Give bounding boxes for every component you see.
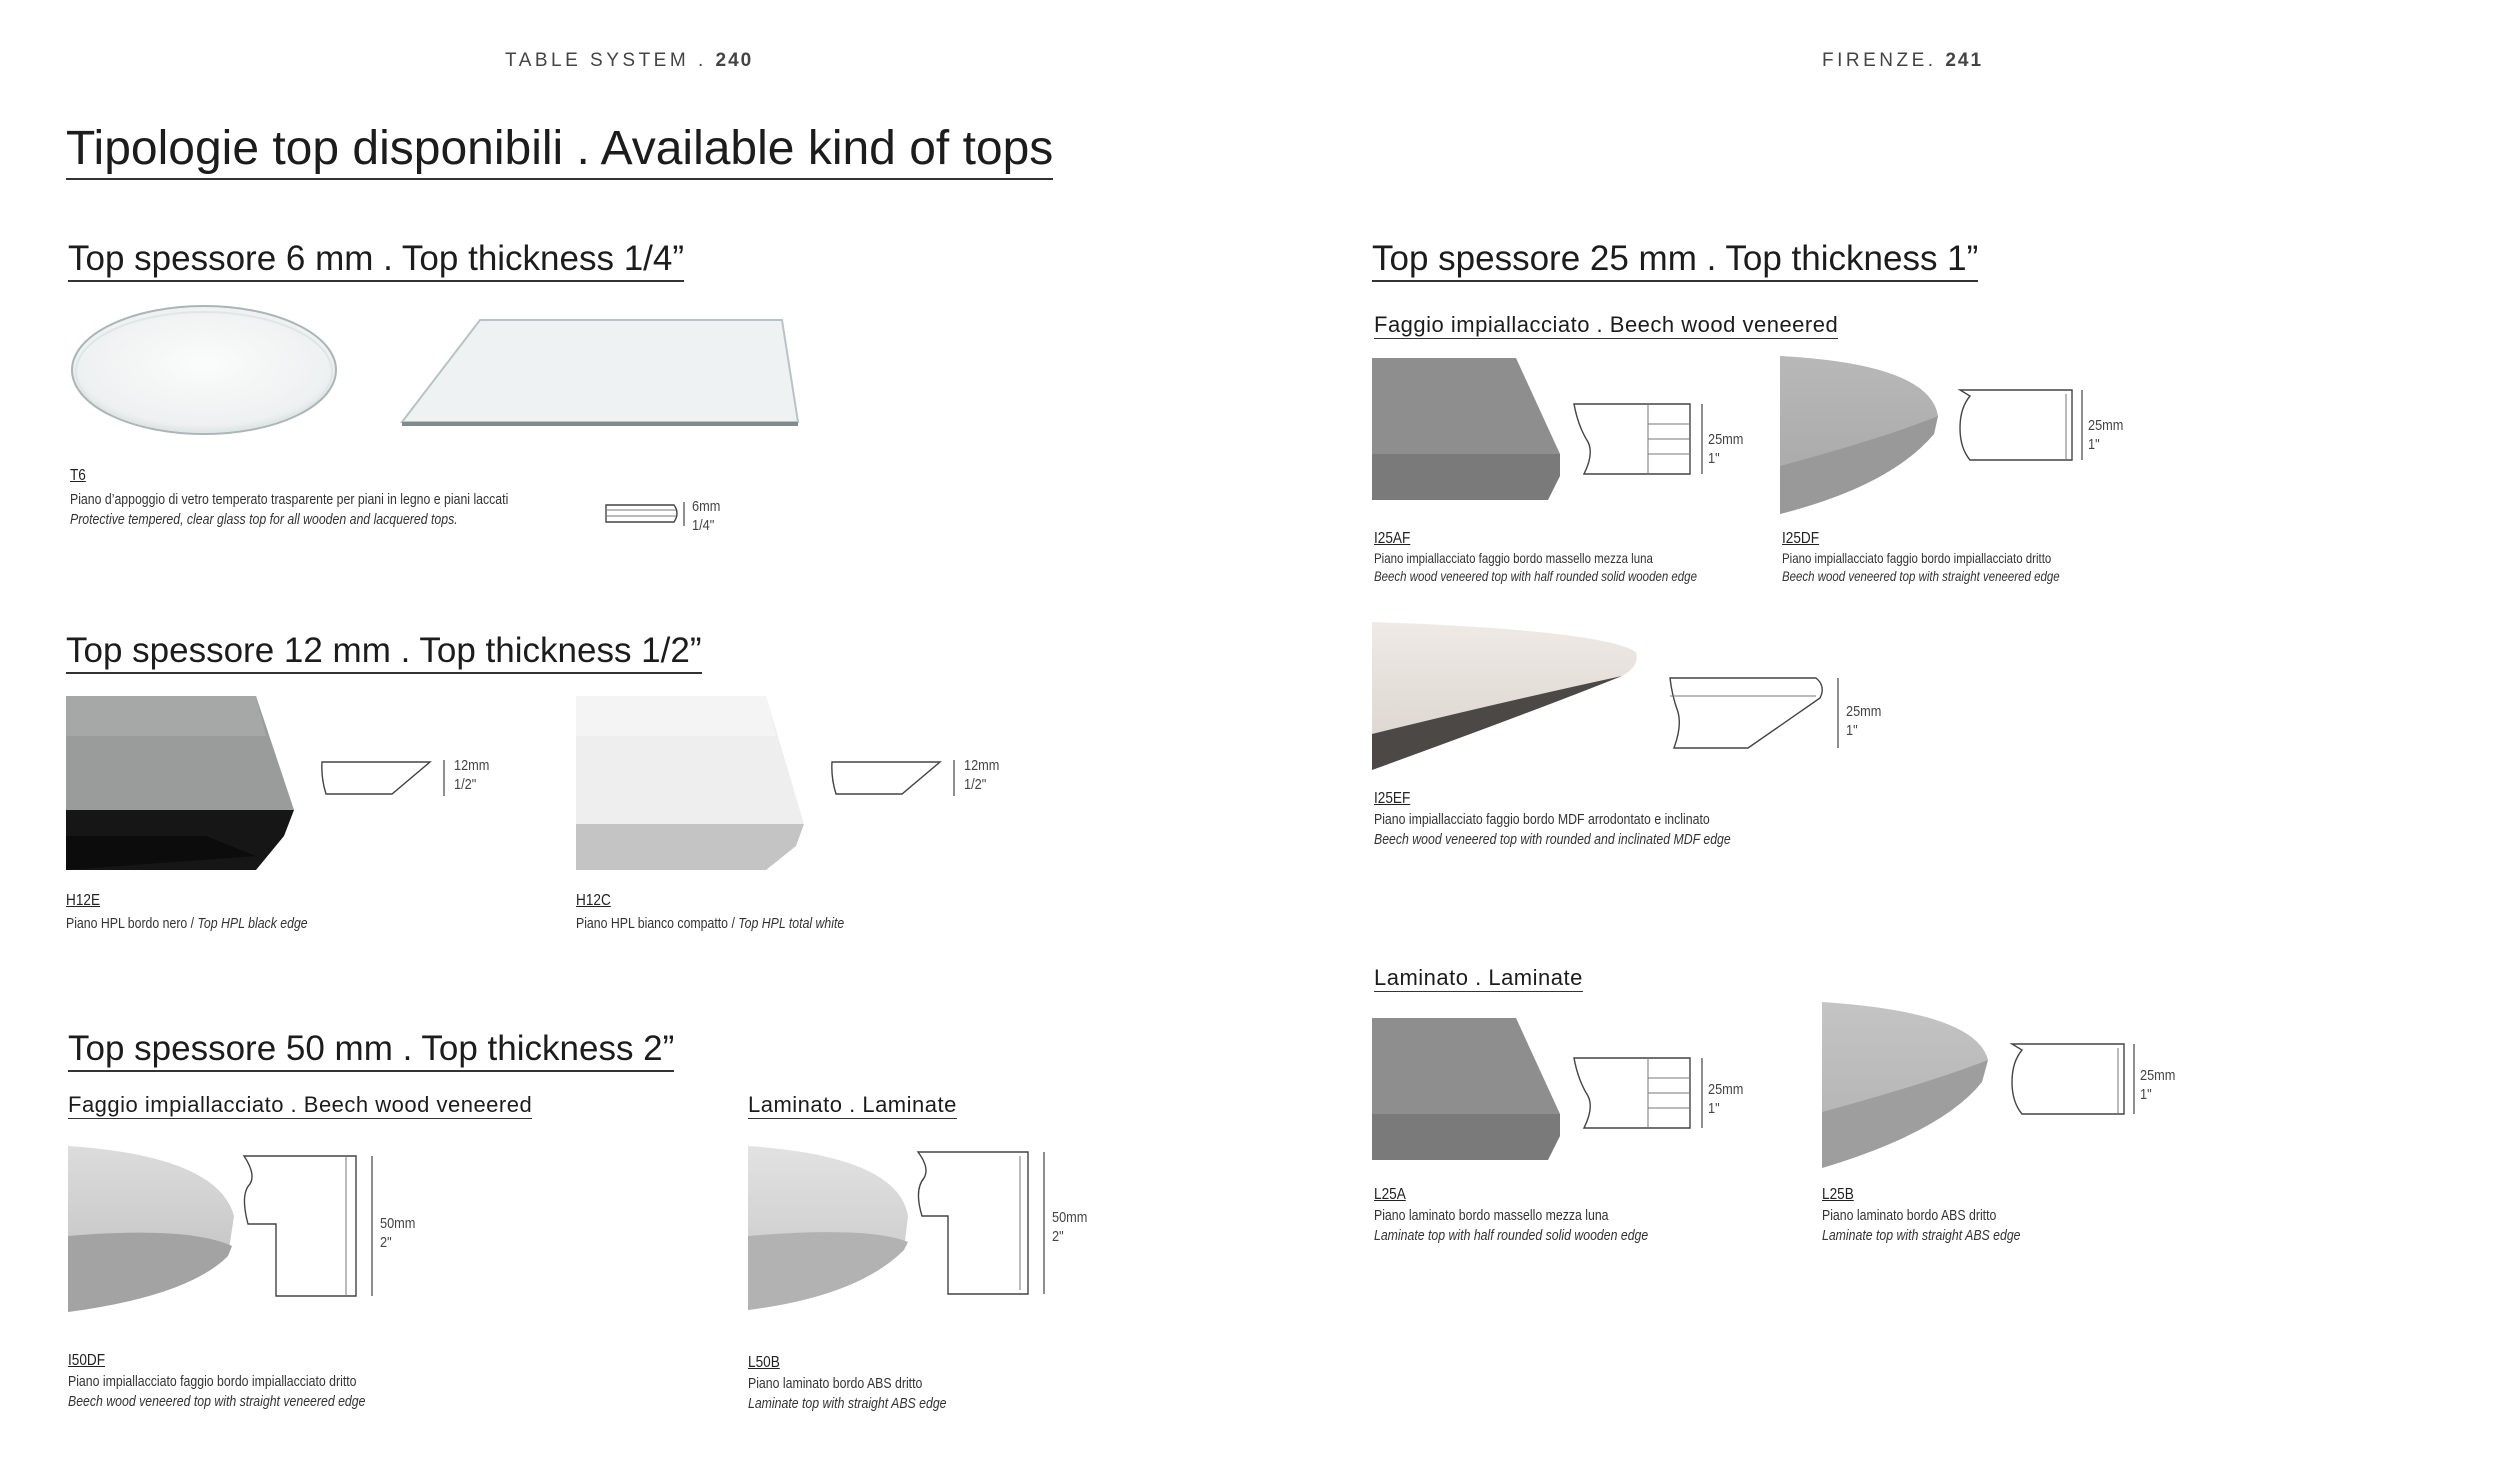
right-page-number: 241 bbox=[1945, 50, 1984, 71]
i25df-description-en: Beech wood veneered top with straight veneered edge bbox=[1782, 568, 2060, 584]
top-h12e-image bbox=[66, 696, 296, 870]
edge-profile-h12e-diagram bbox=[320, 756, 440, 796]
dimension-i25ef: 25mm 1" bbox=[1846, 703, 1882, 739]
dimension-6mm: 6mm 1/4" bbox=[692, 498, 721, 534]
right-folio-separator: . bbox=[1927, 50, 1946, 71]
t6-description-it: Piano d’appoggio di vetro temperato trasparente per piani in legno e piani laccati bbox=[70, 491, 509, 508]
dimension-l25a: 25mm 1" bbox=[1708, 1081, 1744, 1117]
section-heading-6mm: Top spessore 6 mm . Top thickness 1/4” bbox=[68, 238, 684, 282]
l50b-description-it: Piano laminato bordo ABS dritto bbox=[748, 1375, 923, 1392]
i25af-description-it: Piano impiallacciato faggio bordo massello mezza luna bbox=[1374, 550, 1653, 566]
product-code-h12e: H12E bbox=[66, 892, 101, 909]
product-code-i25df: I25DF bbox=[1782, 530, 1820, 547]
t6-description-en: Protective tempered, clear glass top for all wooden and lacquered tops. bbox=[70, 511, 458, 528]
i25ef-description-en: Beech wood veneered top with rounded and inclinated MDF edge bbox=[1374, 831, 1731, 848]
left-folio-separator: . bbox=[689, 50, 716, 71]
product-code-h12c: H12C bbox=[576, 892, 611, 909]
top-i25df-image bbox=[1780, 356, 1940, 516]
edge-profile-i25ef-diagram bbox=[1668, 676, 1844, 752]
dimension-h12c: 12mm 1/2" bbox=[964, 757, 1000, 793]
subheading-25mm-wood: Faggio impiallacciato . Beech wood veneered bbox=[1374, 312, 1839, 337]
left-folio-label: TABLE SYSTEM bbox=[505, 50, 690, 71]
top-l50b-image bbox=[748, 1146, 918, 1314]
top-l25b-image bbox=[1822, 1002, 1992, 1170]
subheading-50mm-wood: Faggio impiallacciato . Beech wood veneered bbox=[68, 1092, 533, 1117]
l25b-description-en: Laminate top with straight ABS edge bbox=[1822, 1227, 2021, 1244]
dimension-i25df: 25mm 1" bbox=[2088, 417, 2124, 453]
section-heading-50mm: Top spessore 50 mm . Top thickness 2” bbox=[68, 1028, 674, 1072]
edge-profile-i25af-diagram bbox=[1572, 402, 1712, 478]
glass-round-top-image bbox=[70, 300, 340, 440]
i25df-description-it: Piano impiallacciato faggio bordo impiallacciato dritto bbox=[1782, 550, 2052, 566]
edge-profile-l25b-diagram bbox=[2010, 1042, 2160, 1122]
edge-profile-h12c-diagram bbox=[830, 756, 950, 796]
l25a-description-en: Laminate top with half rounded solid wooden edge bbox=[1374, 1227, 1649, 1244]
dimension-i25af: 25mm 1" bbox=[1708, 431, 1744, 467]
right-folio-label: FIRENZE bbox=[1822, 50, 1928, 71]
top-i25af-image bbox=[1372, 358, 1562, 500]
top-i50df-image bbox=[68, 1146, 238, 1314]
h12e-description: Piano HPL bordo nero / Top HPL black edge bbox=[66, 915, 308, 932]
left-page-number: 240 bbox=[715, 50, 754, 71]
l50b-description-en: Laminate top with straight ABS edge bbox=[748, 1395, 947, 1412]
dimension-l25b: 25mm 1" bbox=[2140, 1067, 2176, 1103]
glass-square-top-image bbox=[400, 318, 800, 428]
product-code-l25a: L25A bbox=[1374, 1186, 1406, 1203]
h12c-description: Piano HPL bianco compatto / Top HPL total white bbox=[576, 915, 845, 932]
page-title: Tipologie top disponibili . Available kind of tops bbox=[66, 122, 1053, 180]
edge-profile-l50b-diagram bbox=[916, 1150, 1056, 1298]
i50df-description-it: Piano impiallacciato faggio bordo impiallacciato dritto bbox=[68, 1373, 357, 1390]
l25a-description-it: Piano laminato bordo massello mezza luna bbox=[1374, 1207, 1609, 1224]
product-code-l50b: L50B bbox=[748, 1354, 780, 1371]
right-page-folio bbox=[1822, 50, 1983, 72]
i50df-description-en: Beech wood veneered top with straight veneered edge bbox=[68, 1393, 366, 1410]
section-heading-12mm: Top spessore 12 mm . Top thickness 1/2” bbox=[66, 630, 702, 674]
dimension-h12e: 12mm 1/2" bbox=[454, 757, 490, 793]
dimension-l50b: 50mm 2" bbox=[1052, 1209, 1088, 1245]
left-page-folio bbox=[505, 50, 753, 72]
subheading-50mm-laminate: Laminato . Laminate bbox=[748, 1092, 957, 1117]
product-code-i25ef: I25EF bbox=[1374, 790, 1411, 807]
l25b-description-it: Piano laminato bordo ABS dritto bbox=[1822, 1207, 1997, 1224]
i25af-description-en: Beech wood veneered top with half rounded solid wooden edge bbox=[1374, 568, 1697, 584]
top-i25ef-image bbox=[1372, 622, 1642, 772]
section-heading-25mm: Top spessore 25 mm . Top thickness 1” bbox=[1372, 238, 1978, 282]
product-code-l25b: L25B bbox=[1822, 1186, 1854, 1203]
top-l25a-image bbox=[1372, 1018, 1562, 1160]
top-h12c-image bbox=[576, 696, 806, 870]
edge-profile-i25df-diagram bbox=[1958, 388, 2108, 468]
product-code-i50df: I50DF bbox=[68, 1352, 106, 1369]
edge-profile-6mm-diagram bbox=[604, 500, 684, 534]
edge-profile-l25a-diagram bbox=[1572, 1056, 1712, 1132]
dimension-i50df: 50mm 2" bbox=[380, 1215, 416, 1251]
edge-profile-i50df-diagram bbox=[242, 1154, 382, 1302]
product-code-i25af: I25AF bbox=[1374, 530, 1411, 547]
product-code-t6: T6 bbox=[70, 467, 86, 484]
subheading-25mm-laminate: Laminato . Laminate bbox=[1374, 965, 1583, 990]
i25ef-description-it: Piano impiallacciato faggio bordo MDF arrodontato e inclinato bbox=[1374, 811, 1710, 828]
